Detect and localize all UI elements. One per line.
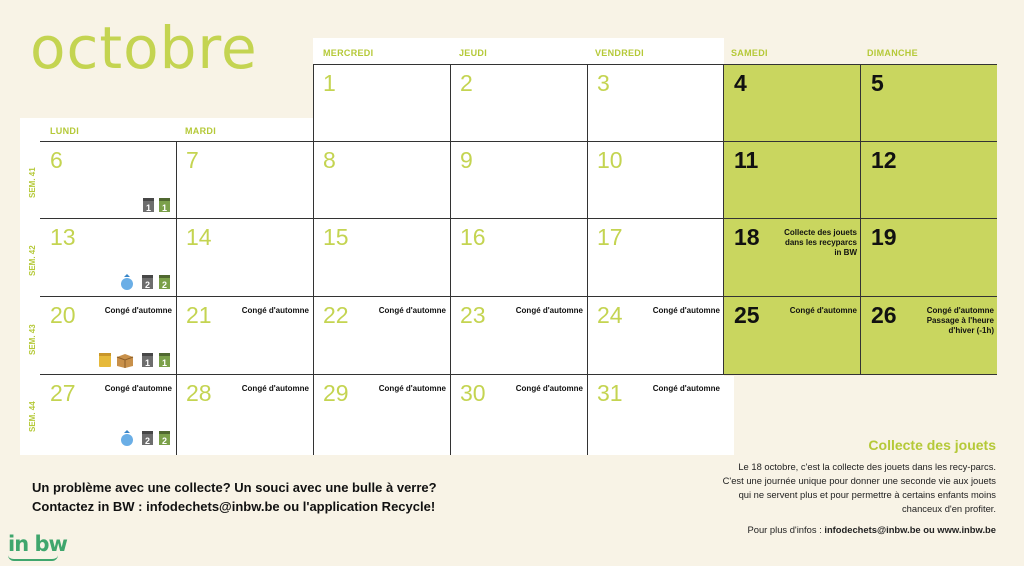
day-cell[interactable] bbox=[40, 374, 176, 454]
day-cell[interactable] bbox=[40, 296, 176, 374]
day-number: 8 bbox=[323, 147, 336, 173]
blue-bag-icon bbox=[120, 274, 134, 289]
day-cell[interactable] bbox=[176, 374, 313, 454]
event-note: Congé d'automne Passage à l'heure d'hiver (-1h) bbox=[926, 306, 994, 335]
day-cell[interactable] bbox=[724, 218, 861, 296]
day-number: 26 bbox=[871, 302, 897, 328]
green-bin-icon: 1 bbox=[159, 198, 170, 212]
header-vendredi: VENDREDI bbox=[595, 48, 644, 58]
header-mardi: MARDI bbox=[185, 126, 216, 136]
day-cell[interactable] bbox=[450, 296, 587, 374]
sidebar-title: Collecte des jouets bbox=[868, 437, 996, 453]
sidebar-body: Le 18 octobre, c'est la collecte des jouets dans les recy-parcs. C'est une journée unique pour donner une seconde vie aux jouets qui ne servent plus et pour permettre à certains enfants moins chanceux d'en profiter. bbox=[722, 461, 996, 514]
day-cell[interactable] bbox=[861, 64, 998, 141]
day-cell[interactable] bbox=[450, 218, 587, 296]
day-number: 25 bbox=[734, 302, 760, 328]
sidebar-info bbox=[748, 524, 997, 535]
day-cell[interactable] bbox=[313, 218, 450, 296]
green-bin-icon: 2 bbox=[159, 275, 170, 289]
contact-line-1: Un problème avec une collecte? Un souci avec une bulle à verre? bbox=[32, 480, 437, 495]
day-cell[interactable] bbox=[861, 296, 998, 374]
event-note: Congé d'automne bbox=[652, 384, 720, 393]
day-cell[interactable] bbox=[176, 218, 313, 296]
inbw-logo: in bw bbox=[8, 532, 67, 556]
blue-bag-icon bbox=[120, 430, 134, 445]
event-note: Collecte des jouets dans les recyparcs in BW bbox=[784, 228, 857, 257]
event-note: Congé d'automne bbox=[789, 306, 857, 315]
contact-line-2: Contactez in BW : infodechets@inbw.be ou l'application Recycle! bbox=[32, 499, 436, 514]
day-cell[interactable] bbox=[313, 296, 450, 374]
day-cell[interactable] bbox=[40, 218, 176, 296]
day-cell[interactable] bbox=[724, 296, 861, 374]
day-number: 12 bbox=[871, 147, 897, 173]
day-number: 5 bbox=[871, 70, 884, 96]
day-number: 28 bbox=[186, 380, 212, 406]
grey-bin-icon: 2 bbox=[142, 275, 153, 289]
day-number: 31 bbox=[597, 380, 623, 406]
event-note: Congé d'automne bbox=[515, 384, 583, 393]
day-number: 1 bbox=[323, 70, 336, 96]
week-label: SEM. 43 bbox=[28, 324, 37, 355]
day-cell[interactable] bbox=[176, 296, 313, 374]
logo-underline bbox=[8, 555, 58, 561]
week-label: SEM. 42 bbox=[28, 245, 37, 276]
cardboard-box-icon bbox=[116, 352, 130, 367]
header-jeudi: JEUDI bbox=[459, 48, 488, 58]
day-number: 4 bbox=[734, 70, 747, 96]
sidebar-info-prefix: Pour plus d'infos : bbox=[747, 524, 825, 535]
day-cell[interactable] bbox=[587, 374, 724, 454]
day-number: 20 bbox=[50, 302, 76, 328]
day-number: 7 bbox=[186, 147, 199, 173]
day-number: 21 bbox=[186, 302, 212, 328]
month-title: octobre bbox=[30, 14, 258, 82]
day-number: 14 bbox=[186, 224, 212, 250]
day-number: 2 bbox=[460, 70, 473, 96]
sidebar-info-links[interactable]: infodechets@inbw.be ou www.inbw.be bbox=[824, 524, 996, 535]
day-cell[interactable] bbox=[861, 218, 998, 296]
event-note: Congé d'automne bbox=[652, 306, 720, 315]
day-number: 9 bbox=[460, 147, 473, 173]
yellow-container-icon bbox=[98, 352, 112, 367]
week-label: SEM. 44 bbox=[28, 401, 37, 432]
day-number: 3 bbox=[597, 70, 610, 96]
day-number: 27 bbox=[50, 380, 76, 406]
event-note: Congé d'automne bbox=[378, 306, 446, 315]
day-number: 30 bbox=[460, 380, 486, 406]
day-number: 10 bbox=[597, 147, 623, 173]
event-note: Congé d'automne bbox=[241, 384, 309, 393]
header-samedi: SAMEDI bbox=[731, 48, 768, 58]
day-number: 15 bbox=[323, 224, 349, 250]
day-cell[interactable] bbox=[450, 64, 587, 141]
day-cell[interactable] bbox=[587, 141, 724, 218]
day-number: 24 bbox=[597, 302, 623, 328]
day-number: 23 bbox=[460, 302, 486, 328]
contact-text bbox=[32, 478, 437, 516]
event-note: Congé d'automne bbox=[515, 306, 583, 315]
day-number: 18 bbox=[734, 224, 760, 250]
day-cell[interactable] bbox=[450, 141, 587, 218]
day-number: 6 bbox=[50, 147, 63, 173]
green-bin-icon: 2 bbox=[159, 431, 170, 445]
day-cell[interactable] bbox=[313, 64, 450, 141]
day-cell[interactable] bbox=[313, 141, 450, 218]
day-cell[interactable] bbox=[40, 141, 176, 218]
grey-bin-icon: 1 bbox=[142, 353, 153, 367]
header-mercredi: MERCREDI bbox=[323, 48, 374, 58]
day-number: 16 bbox=[460, 224, 486, 250]
day-number: 22 bbox=[323, 302, 349, 328]
week-label: SEM. 41 bbox=[28, 167, 37, 198]
day-cell[interactable] bbox=[724, 141, 861, 218]
day-cell[interactable] bbox=[176, 141, 313, 218]
day-number: 11 bbox=[734, 147, 759, 173]
day-cell[interactable] bbox=[450, 374, 587, 454]
day-cell[interactable] bbox=[313, 374, 450, 454]
event-note: Congé d'automne bbox=[241, 306, 309, 315]
day-cell[interactable] bbox=[587, 218, 724, 296]
event-note: Congé d'automne bbox=[104, 384, 172, 393]
day-cell[interactable] bbox=[861, 141, 998, 218]
grey-bin-icon: 2 bbox=[142, 431, 153, 445]
event-note: Congé d'automne bbox=[104, 306, 172, 315]
day-number: 17 bbox=[597, 224, 623, 250]
grey-bin-icon: 1 bbox=[143, 198, 154, 212]
event-note: Congé d'automne bbox=[378, 384, 446, 393]
day-cell[interactable] bbox=[587, 296, 724, 374]
day-number: 19 bbox=[871, 224, 897, 250]
day-number: 29 bbox=[323, 380, 349, 406]
day-number: 13 bbox=[50, 224, 76, 250]
day-cell[interactable] bbox=[724, 64, 861, 141]
green-bin-icon: 1 bbox=[159, 353, 170, 367]
header-lundi: LUNDI bbox=[50, 126, 79, 136]
day-cell[interactable] bbox=[587, 64, 724, 141]
header-dimanche: DIMANCHE bbox=[867, 48, 918, 58]
